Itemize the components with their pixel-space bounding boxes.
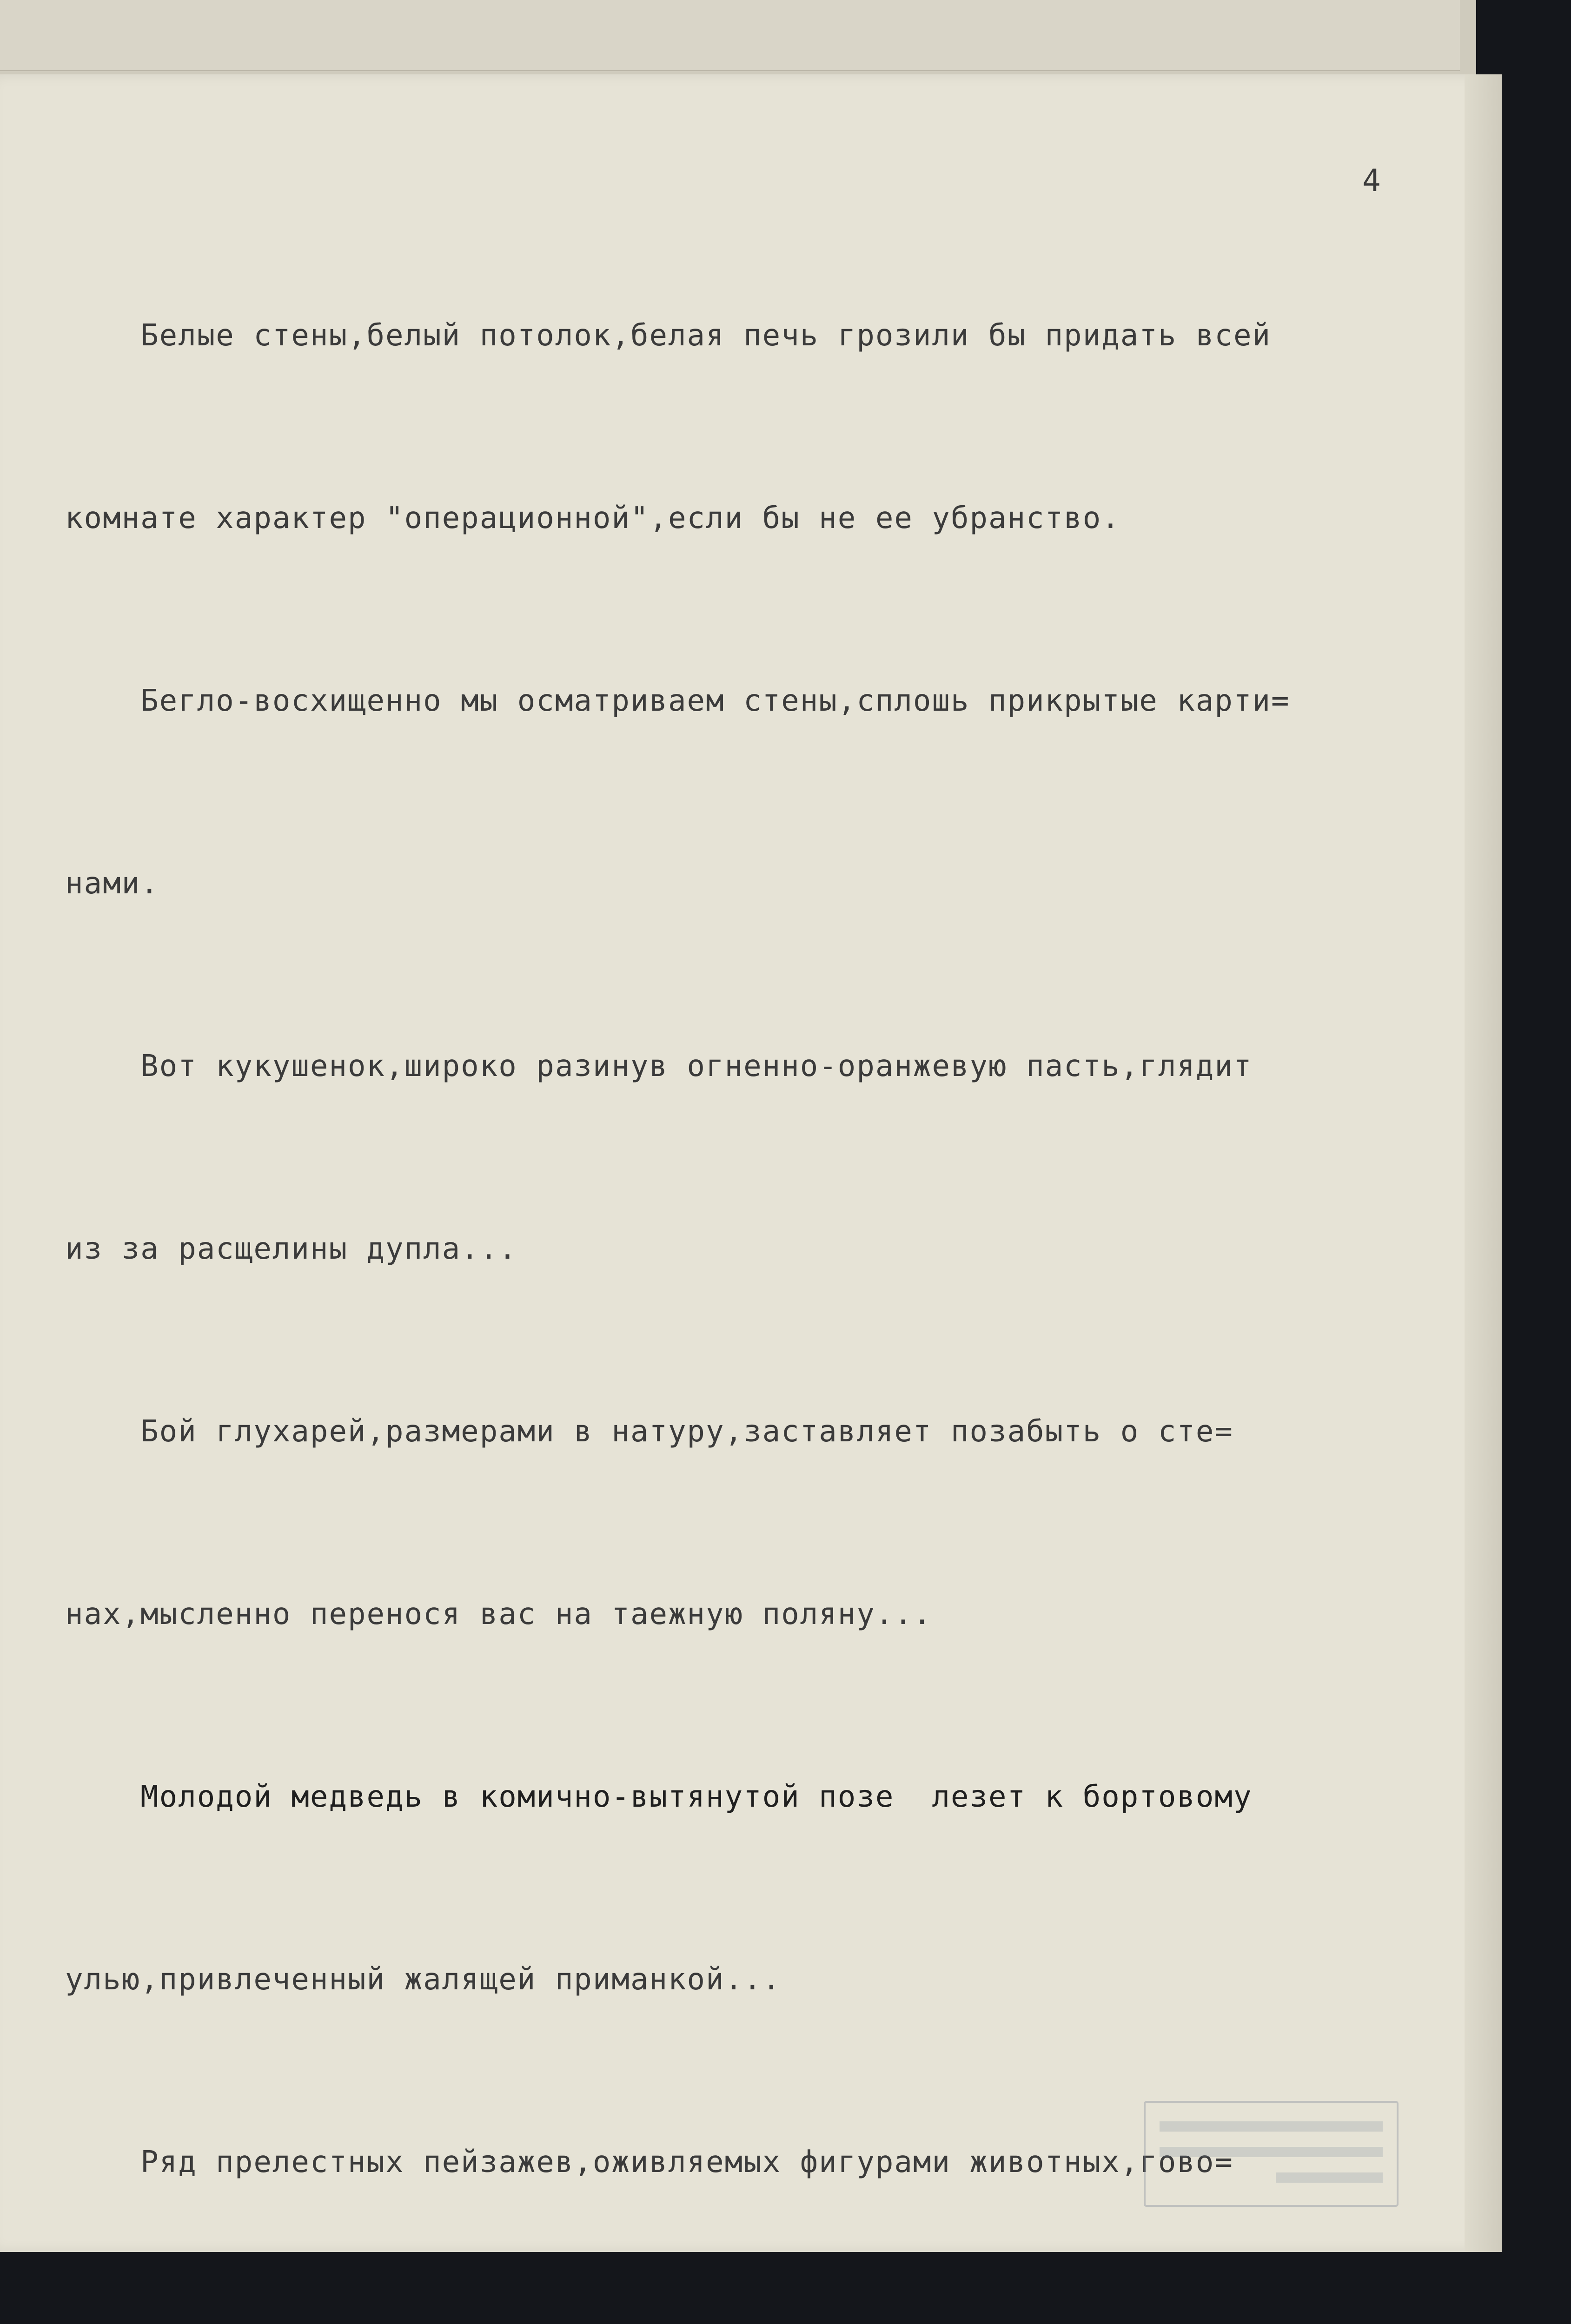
page-number: 4 — [1362, 163, 1381, 198]
text-line: нах,мысленно перенося вас на таежную поляну... — [65, 1597, 932, 1631]
text-line: нами. — [65, 866, 159, 901]
text-line: комнате характер "операционной",если бы не ее убранство. — [65, 501, 1120, 535]
back-sheet — [0, 0, 1460, 71]
text-line: из за расщелины дупла... — [65, 1232, 517, 1266]
stamp-line — [1276, 2172, 1383, 2183]
stamp-line — [1160, 2147, 1383, 2157]
text-line: Вот кукушенок,широко разинув огненно-оранжевую пасть,глядит — [65, 1049, 1253, 1083]
page-edge — [1465, 74, 1502, 2252]
text-line: Ряд прелестных пейзажев,оживляемых фигурами животных,гово= — [65, 2145, 1233, 2179]
stamp-line — [1160, 2121, 1383, 2132]
text-line — [65, 2315, 1460, 2324]
typed-text — [65, 184, 1460, 2324]
text-line: улью,привлеченный жалящей приманкой... — [65, 1962, 782, 1997]
text-line: Белые стены,белый потолок,белая печь грозили бы придать всей — [65, 318, 1271, 353]
text-line: Молодой медведь в комично-вытянутой позе лезет к бортовому — [65, 1780, 1253, 1814]
text-line: Бегло-восхищенно мы осматриваем стены,сплошь прикрытые карти= — [65, 684, 1290, 718]
archive-stamp — [1144, 2101, 1399, 2207]
text-line: Бой глухарей,размерами в натуру,заставляет позабыть о сте= — [65, 1414, 1233, 1449]
